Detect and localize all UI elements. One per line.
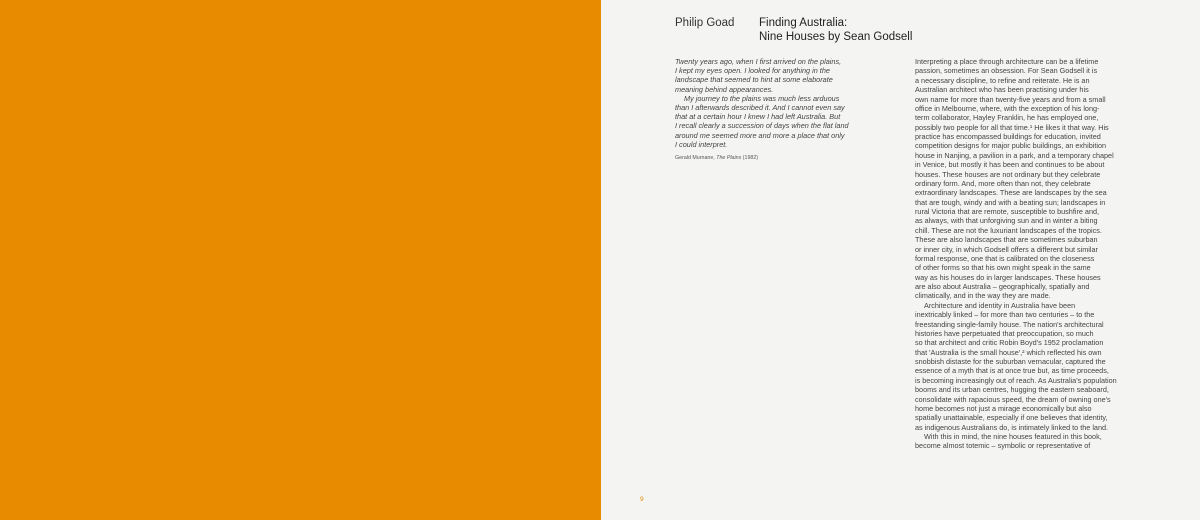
body-text-line: Architecture and identity in Australia have been [924, 300, 1076, 310]
body-text-line: as always, with that unforgiving sun and in winter a biting [915, 216, 1098, 226]
body-text-line: of other forms so that his own might speak in the same [915, 263, 1091, 273]
body-text-line: chill. These are not the luxuriant landscapes of the tropics. [915, 225, 1102, 235]
body-text-line: formal response, one that is calibrated on the closeness [915, 253, 1095, 263]
body-text-line: ordinary form. And, more often than not, they celebrate [915, 178, 1091, 188]
body-text-column [915, 57, 1147, 451]
epigraph-citation [675, 155, 915, 161]
epigraph-line: that at a certain hour I knew I had left Australia. But [675, 112, 841, 122]
epigraph-line: than I afterwards described it. And I cannot even say [675, 103, 845, 113]
epigraph-line: landscape that seemed to hint at some elaborate [675, 75, 833, 85]
body-text-line: rural Victoria that are remote, susceptible to bushfire and, [915, 207, 1100, 216]
body-text-line: that are tough, windy and with a beating sun; landscapes in [915, 197, 1106, 207]
body-text-line: are also about Australia – geographically, spatially and [915, 282, 1090, 291]
body-text-line: inextricably linked – for more than two centuries – to the [915, 310, 1095, 320]
body-text-line: These are also landscapes that are sometimes suburban [915, 235, 1098, 245]
text-page [601, 0, 1200, 520]
body-text-line: in Venice, but mostly it has been and continues to be about [915, 160, 1105, 170]
body-text-line: competition designs for major public buildings, an exhibition [915, 141, 1107, 151]
epigraph-line: meaning behind appearances. [675, 84, 774, 94]
body-text-line: consolidate with rapacious speed, the dream of owning one's [915, 394, 1111, 404]
epigraph-line: I recall clearly a succession of days when the flat land [675, 121, 849, 131]
body-text-line: Australian architect who has been practising under his [915, 85, 1089, 95]
body-text-line: is becoming increasingly out of reach. As Australia's population [915, 375, 1117, 385]
body-text-line: climatically, and in the way they are made. [915, 291, 1051, 301]
author-name: Philip Goad [675, 17, 735, 29]
body-text-line: become almost totemic – symbolic or representative of [915, 441, 1091, 451]
epigraph-line: My journey to the plains was much less arduous [684, 93, 840, 103]
citation-year: (1982) [741, 155, 759, 162]
body-text-line: practice has encompassed buildings for education, invited [915, 132, 1101, 141]
body-text-line: snobbish distaste for the suburban vernacular, captured the [915, 357, 1106, 366]
body-text-line: office in Melbourne, where, with the exception of his long- [915, 103, 1100, 113]
citation-work: The Plains [716, 155, 742, 162]
epigraph-line: Twenty years ago, when I first arrived on the plains, [675, 57, 842, 66]
body-text-line: histories have perpetuated that preoccupation, so much [915, 328, 1094, 338]
epigraph [675, 57, 915, 161]
body-text-line: or inner city, in which Godsell offers a different but similar [915, 244, 1098, 254]
body-text-line: term collaborator, Hayley Franklin, he has employed one, [915, 113, 1099, 123]
body-text-line: own name for more than twenty-five years and from a small [915, 94, 1106, 104]
body-text-line: house in Nanjing, a pavilion in a park, and a temporary chapel [915, 150, 1114, 160]
body-text-line: as indigenous Australians do, is intimately linked to the land. [915, 422, 1109, 432]
body-text-line: houses. These houses are not ordinary but they celebrate [915, 169, 1101, 179]
body-text-line: a necessary discipline, to refine and reiterate. He is an [915, 75, 1090, 85]
epigraph-line: I kept my eyes open. I looked for anything in the [675, 66, 830, 76]
body-text-line: so that architect and critic Robin Boyd's 1952 proclamation [915, 338, 1104, 348]
page-number: 9 [640, 496, 644, 503]
body-text-line: extraordinary landscapes. These are landscapes by the sea [915, 188, 1107, 198]
chapter-title [759, 17, 912, 44]
body-text-line: Interpreting a place through architecture can be a lifetime [915, 57, 1099, 66]
body-text-line: way as his houses do in larger landscapes. These houses [915, 272, 1101, 282]
epigraph-line: around me seemed more and more a place that only [675, 130, 845, 140]
body-text-line: With this in mind, the nine houses featured in this book, [924, 432, 1102, 441]
body-text-line: essence of a myth that is at once true but, as time proceeds, [915, 366, 1109, 376]
epigraph-line: I could interpret. [675, 139, 728, 149]
body-text-line: booms and its urban centres, hugging the eastern seaboard, [915, 385, 1109, 395]
body-text-line: freestanding single-family house. The nation's architectural [915, 319, 1104, 329]
body-text-line: passion, sometimes an obsession. For Sean Godsell it is [915, 66, 1098, 76]
body-text-line: home becomes not just a mirage economically but also [915, 403, 1092, 413]
body-text-line: spatially unattainable, especially if one believes that identity, [915, 413, 1108, 423]
body-text-line: that 'Australia is the small house',² which reflected his own [915, 347, 1102, 357]
body-text-line: possibly two people for all that time.¹ He likes it that way. His [915, 122, 1109, 132]
chapter-title-line: Nine Houses by Sean Godsell [759, 30, 913, 43]
chapter-title-line: Finding Australia: [759, 17, 848, 29]
citation-author: Gerald Murnane, [675, 155, 717, 162]
